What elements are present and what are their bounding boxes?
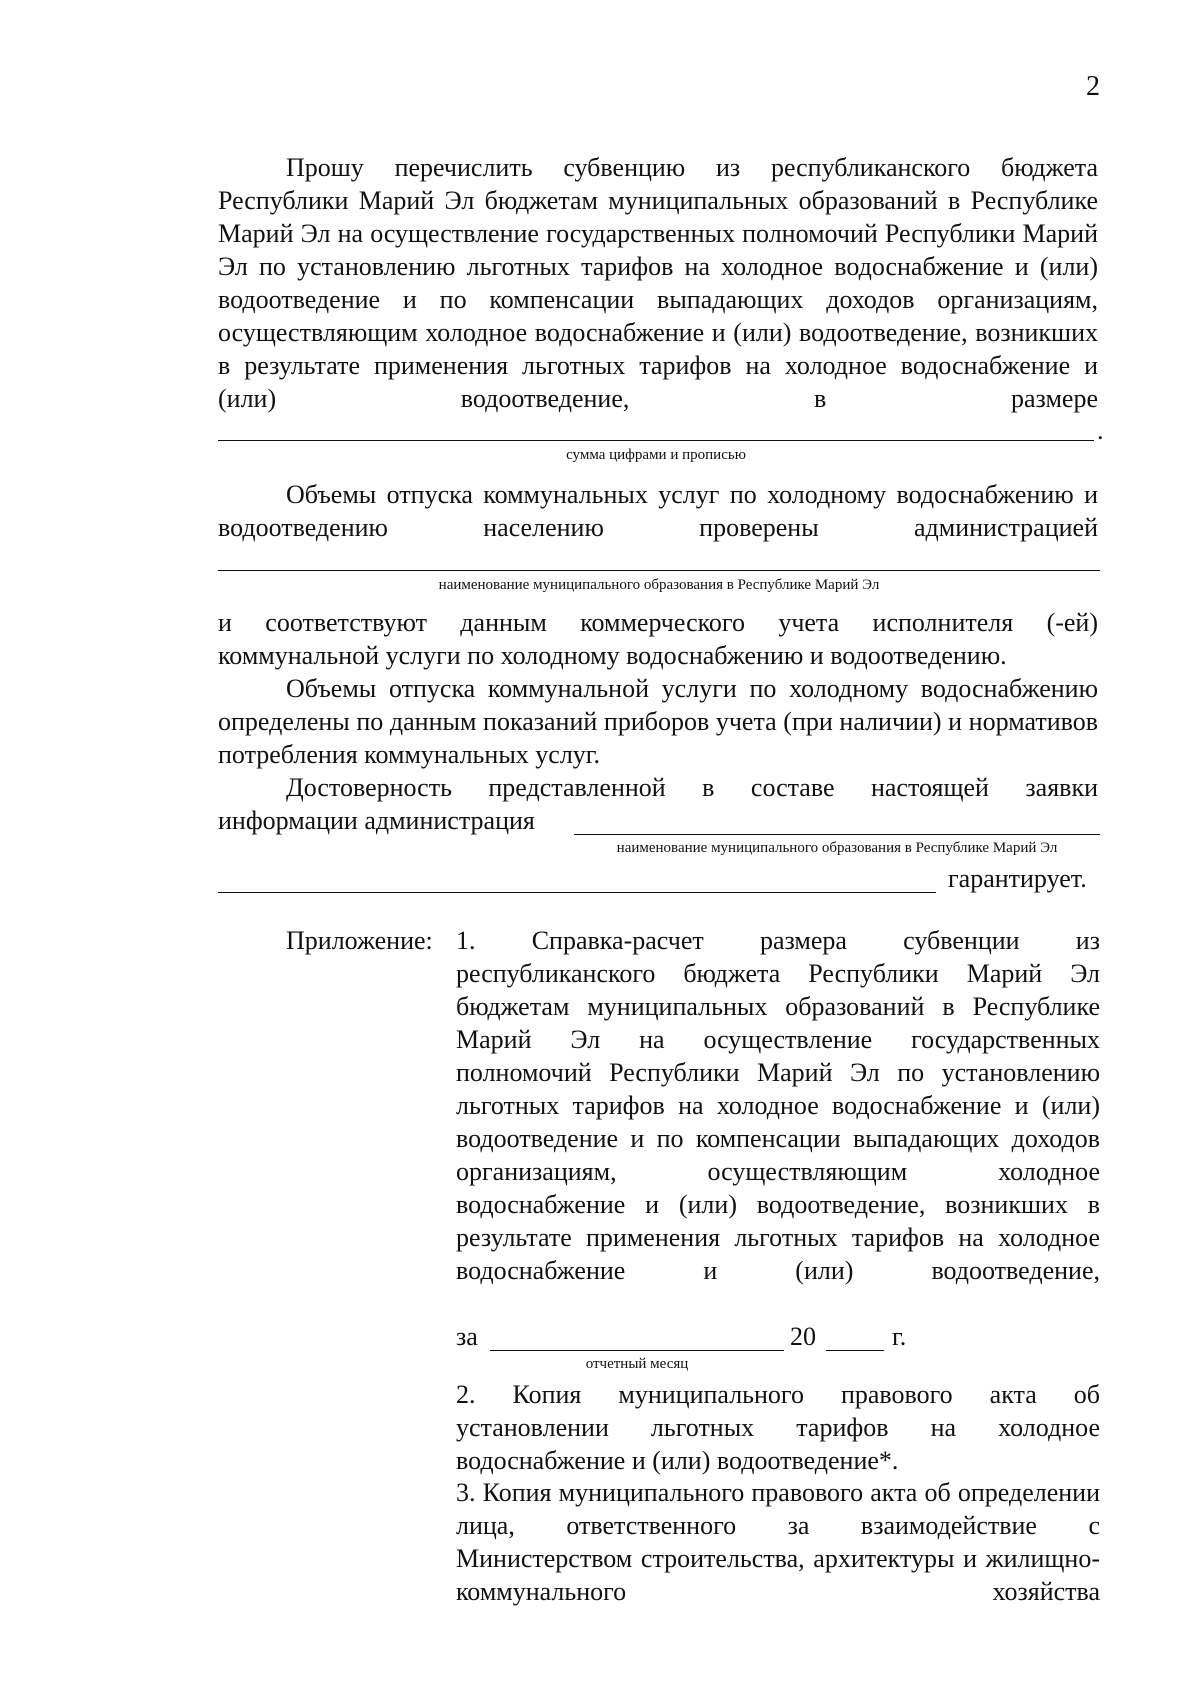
municipality-blank-line-2[interactable] xyxy=(574,834,1100,835)
attachment-item-2: 2. Копия муниципального правового акта об установлении льготных тарифов на холодное водоснабжение и (или) водоотведение*. xyxy=(456,1380,1100,1475)
attachment-item-3: 3. Копия муниципального правового акта об определении лица, ответственного за взаимодействие с Министерством строительства, архитектуры и жилищно-коммунального хозяйства xyxy=(456,1478,1100,1606)
month-blank-line[interactable] xyxy=(490,1350,784,1351)
reliability-paragraph: Достоверность представленной в составе настоящей заявки xyxy=(286,773,1098,802)
page-number: 2 xyxy=(1086,71,1100,102)
meters-paragraph: Объемы отпуска коммунальной услуги по холодному водоснабжению определены по данным показаний приборов учета (при наличии) и нормативов потребления коммунальных услуг. xyxy=(218,674,1098,769)
reliability-line2-prefix: информации администрация xyxy=(218,806,535,835)
municipality-caption: наименование муниципального образования в Республике Марий Эл xyxy=(438,577,880,593)
sum-blank-line[interactable] xyxy=(218,440,1094,441)
month-caption: отчетный месяц xyxy=(585,1356,689,1372)
year-prefix: 20 xyxy=(790,1322,816,1351)
request-paragraph: Прошу перечислить субвенцию из республиканского бюджета Республики Марий Эл бюджетам муниципальных образований в Республике Марий Эл на осуществление государственных полномочий Республики Марий Эл по установлению льготных тарифов на холодное водоснабжение и (или) водоотведение и по компенсации выпадающих доходов организациям, осуществляющим холодное водоснабжение и (или) водоотведение, возникших в результате применения льготных тарифов на холодное водоснабжение и (или) водоотведение, в размере xyxy=(218,153,1098,413)
correspond-paragraph: и соответствуют данным коммерческого учета исполнителя (-ей) коммунальной услуги по холодному водоснабжению и водоотведению. xyxy=(218,608,1098,670)
attachments-label: Приложение: xyxy=(286,926,433,955)
attachment-item-1: 1. Справка-расчет размера субвенции из республиканского бюджета Республики Марий Эл бюджетам муниципальных образований в Республике Марий Эл на осуществление государственных полномочий Республики Марий Эл по установлению льготных тарифов на холодное водоснабжение и (или) водоотведение и по компенсации выпадающих доходов организациям, осуществляющим холодное водоснабжение и (или) водоотведение, возникших в результате применения льготных тарифов на холодное водоснабжение и (или) водоотведение, xyxy=(456,926,1100,1285)
municipality-blank-line[interactable] xyxy=(218,570,1100,571)
guarantor-blank-line[interactable] xyxy=(218,892,936,893)
year-blank-line[interactable] xyxy=(826,1350,884,1351)
guarantees-word: гарантирует. xyxy=(948,864,1087,893)
municipality-caption-2: наименование муниципального образования в Республике Марий Эл xyxy=(616,840,1058,856)
sum-caption: сумма цифрами и прописью xyxy=(566,447,746,463)
attachment-item-1-for: за xyxy=(456,1322,478,1351)
volumes-paragraph: Объемы отпуска коммунальных услуг по холодному водоснабжению и водоотведению населению проверены администрацией xyxy=(218,480,1098,542)
year-suffix: г. xyxy=(892,1322,907,1351)
sum-period: . xyxy=(1097,416,1104,445)
